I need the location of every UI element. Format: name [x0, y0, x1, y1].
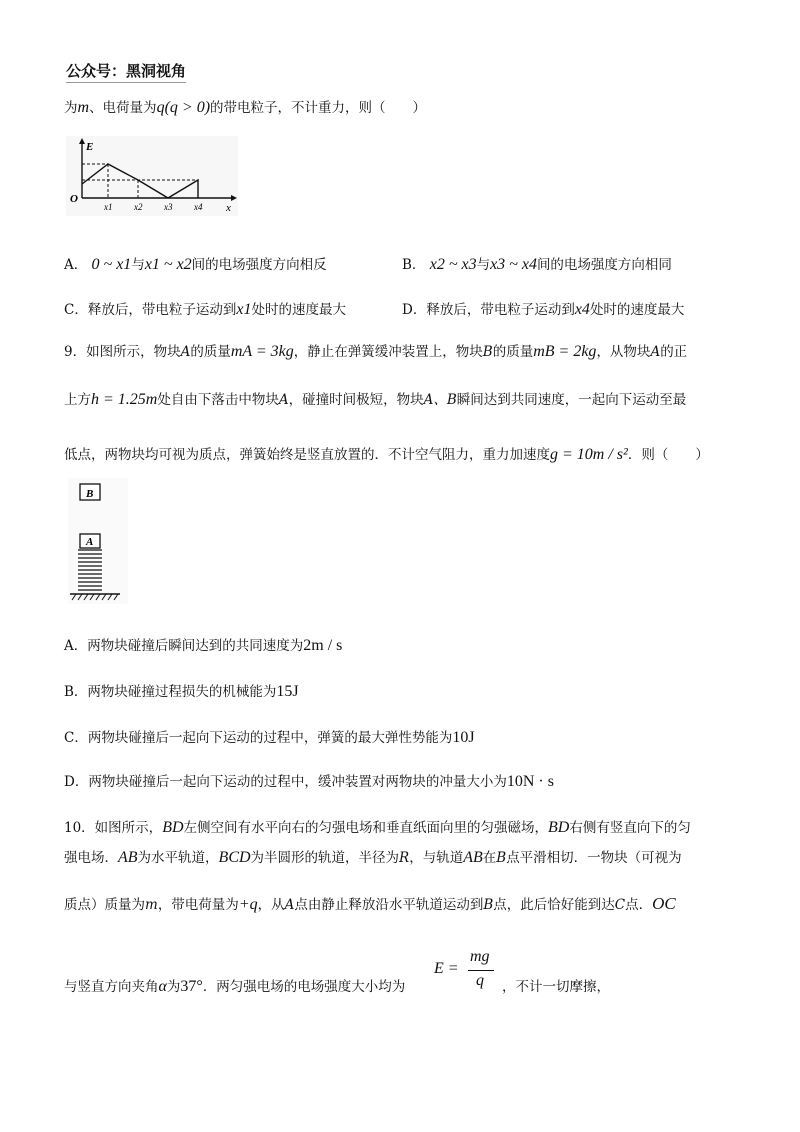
- q9-option-c: C．两物块碰撞后一起向下运动的过程中，弹簧的最大弹性势能为10J: [64, 729, 475, 746]
- tick-x1: x1: [104, 202, 113, 212]
- tick-x3: x3: [164, 202, 173, 212]
- tick-x2: x2: [134, 202, 143, 212]
- q9-spring-figure: [68, 478, 128, 604]
- block-b-label: B: [86, 488, 94, 500]
- q8-e-x-graph: [66, 136, 238, 216]
- q8-option-b: B． x2 ~ x3与x3 ~ x4间的电场强度方向相同: [402, 256, 672, 273]
- q10-stem-line-2: 强电场．AB为水平轨道，BCD为半圆形的轨道，半径为R，与轨道AB在B点平滑相切．一物块（可视为: [64, 849, 682, 866]
- q9-option-d: D．两物块碰撞后一起向下运动的过程中，缓冲装置对两物块的冲量大小为10N · s: [64, 773, 554, 790]
- q9-stem-line-3: 低点，两物块均可视为质点，弹簧始终是竖直放置的．不计空气阻力，重力加速度g = 10m / s²．则（ ）: [64, 446, 709, 463]
- q8-stem: 为m、电荷量为q(q > 0)的带电粒子，不计重力，则（ ）: [64, 99, 427, 116]
- q8-option-d: D．释放后，带电粒子运动到x4处时的速度最大: [402, 301, 685, 318]
- watermark-header: 公众号：黑洞视角: [66, 62, 187, 80]
- block-a-label: A: [86, 536, 94, 548]
- q9-stem-line-2: 上方h = 1.25m处自由下落击中物块A，碰撞时间极短，物块A、B瞬间达到共同速度，一起向下运动至最: [64, 391, 687, 408]
- q10-stem-line-4: 与竖直方向夹角α为37°．两匀强电场的电场强度大小均为: [64, 978, 406, 995]
- q10-stem-line-3: 质点）质量为m，带电荷量为+q，从A点由静止释放沿水平轨道运动到B点，此后恰好能到达C点．OC: [64, 894, 676, 913]
- y-axis-label: E: [86, 141, 94, 153]
- q9-stem-line-1: 9．如图所示，物块A的质量mA = 3kg，静止在弹簧缓冲装置上，物块B的质量mB = 2kg，从物块A的正: [64, 343, 688, 360]
- q10-stem-line-1: 10．如图所示，BD左侧空间有水平向右的匀强电场和垂直纸面向里的匀强磁场，BD右侧有竖直向下的匀: [64, 819, 691, 836]
- fraction-bar: [468, 970, 494, 971]
- q9-option-b: B．两物块碰撞过程损失的机械能为15J: [64, 683, 299, 700]
- q8-option-a: A． 0 ~ x1与x1 ~ x2间的电场强度方向相反: [64, 256, 327, 273]
- header-underline: [66, 82, 186, 83]
- q8-option-c: C．释放后，带电粒子运动到x1处时的速度最大: [64, 301, 346, 318]
- q9-option-a: A．两物块碰撞后瞬间达到的共同速度为2m / s: [64, 637, 343, 654]
- origin-label: O: [70, 193, 78, 205]
- x-axis-label: x: [226, 202, 231, 214]
- tick-x4: x4: [194, 202, 203, 212]
- q10-stem-line-4-tail: ，不计一切摩擦，: [502, 979, 610, 995]
